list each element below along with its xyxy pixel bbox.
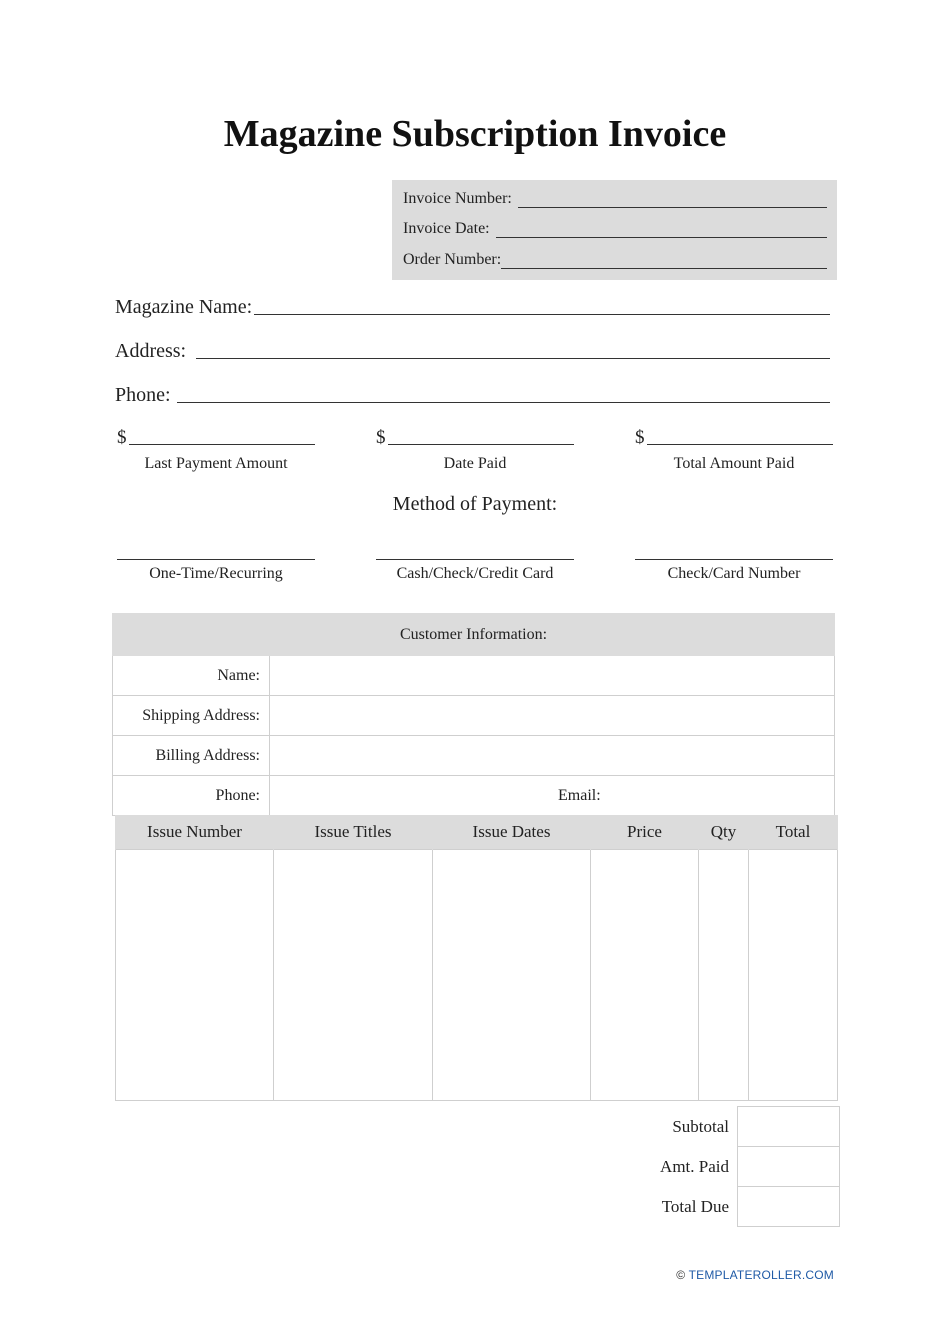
page-title: Magazine Subscription Invoice bbox=[223, 113, 727, 155]
customer-name-field[interactable] bbox=[270, 656, 835, 696]
amt-paid-field[interactable] bbox=[738, 1147, 840, 1187]
last-payment-amount-line bbox=[129, 430, 316, 445]
payment-method-label: Cash/Check/Credit Card bbox=[396, 565, 554, 582]
totals-table bbox=[600, 1106, 840, 1227]
last-payment-amount-field[interactable] bbox=[117, 427, 315, 449]
customer-info-heading: Customer Information: bbox=[113, 614, 835, 656]
total-due-field[interactable] bbox=[738, 1187, 840, 1227]
address-label: Address: bbox=[115, 340, 187, 362]
table-row bbox=[113, 736, 835, 776]
table-row bbox=[600, 1187, 840, 1227]
total-amount-paid-label: Total Amount Paid bbox=[673, 455, 795, 472]
table-row bbox=[113, 776, 835, 816]
table-row bbox=[113, 696, 835, 736]
table-row bbox=[113, 656, 835, 696]
footer-brand-link[interactable]: TEMPLATEROLLER.COM bbox=[688, 1268, 834, 1282]
invoice-number-row bbox=[403, 190, 827, 208]
invoice-date-label: Invoice Date: bbox=[403, 220, 490, 237]
customer-phone-label: Phone: bbox=[113, 776, 270, 816]
billing-address-field[interactable] bbox=[270, 736, 835, 776]
column-header-issue-titles: Issue Titles bbox=[274, 815, 433, 850]
billing-address-label: Billing Address: bbox=[113, 736, 270, 776]
magazine-name-row bbox=[115, 296, 830, 319]
column-header-qty: Qty bbox=[699, 815, 749, 850]
currency-symbol: $ bbox=[117, 427, 127, 448]
column-header-issue-dates: Issue Dates bbox=[433, 815, 591, 850]
payment-type-label: One-Time/Recurring bbox=[149, 565, 283, 582]
magazine-name-label: Magazine Name: bbox=[115, 296, 253, 318]
invoice-date-row bbox=[403, 220, 827, 238]
shipping-address-label: Shipping Address: bbox=[113, 696, 270, 736]
date-paid-label: Date Paid bbox=[443, 455, 507, 472]
phone-row bbox=[115, 384, 830, 407]
total-amount-paid-field[interactable] bbox=[635, 427, 833, 449]
customer-email-label: Email: bbox=[558, 786, 601, 804]
card-number-label: Check/Card Number bbox=[667, 565, 801, 582]
shipping-address-field[interactable] bbox=[270, 696, 835, 736]
address-field[interactable] bbox=[196, 344, 830, 359]
qty-cell[interactable] bbox=[699, 850, 749, 1101]
phone-field[interactable] bbox=[177, 388, 830, 403]
column-header-issue-number: Issue Number bbox=[116, 815, 274, 850]
customer-name-label: Name: bbox=[113, 656, 270, 696]
subtotal-field[interactable] bbox=[738, 1107, 840, 1147]
issue-number-cell[interactable] bbox=[116, 850, 274, 1101]
invoice-date-field[interactable] bbox=[496, 223, 827, 238]
invoice-number-field[interactable] bbox=[518, 193, 827, 208]
footer-credit[interactable] bbox=[676, 1268, 834, 1282]
invoice-number-label: Invoice Number: bbox=[403, 190, 512, 207]
address-row bbox=[115, 340, 830, 363]
column-header-price: Price bbox=[591, 815, 699, 850]
amt-paid-label: Amt. Paid bbox=[660, 1156, 729, 1176]
currency-symbol: $ bbox=[635, 427, 645, 448]
date-paid-field[interactable] bbox=[376, 427, 574, 449]
order-number-field[interactable] bbox=[501, 254, 827, 269]
total-cell[interactable] bbox=[749, 850, 838, 1101]
total-due-label: Total Due bbox=[661, 1196, 729, 1216]
payment-type-field[interactable] bbox=[117, 558, 315, 560]
issue-dates-cell[interactable] bbox=[433, 850, 591, 1101]
price-cell[interactable] bbox=[591, 850, 699, 1101]
date-paid-line bbox=[388, 430, 575, 445]
issue-titles-cell[interactable] bbox=[274, 850, 433, 1101]
currency-symbol: $ bbox=[376, 427, 386, 448]
table-row bbox=[116, 850, 838, 1101]
customer-phone-email-field[interactable] bbox=[270, 776, 835, 816]
card-number-field[interactable] bbox=[635, 558, 833, 560]
phone-label: Phone: bbox=[115, 384, 171, 406]
subtotal-label: Subtotal bbox=[672, 1116, 729, 1136]
table-row bbox=[600, 1147, 840, 1187]
total-amount-paid-line bbox=[647, 430, 834, 445]
magazine-name-field[interactable] bbox=[254, 300, 830, 315]
table-row bbox=[600, 1107, 840, 1147]
column-header-total: Total bbox=[749, 815, 838, 850]
copyright-icon: © bbox=[676, 1268, 686, 1282]
order-number-label: Order Number: bbox=[403, 251, 502, 268]
method-of-payment-heading: Method of Payment: bbox=[392, 493, 558, 515]
payment-method-field[interactable] bbox=[376, 558, 574, 560]
issues-table bbox=[115, 815, 838, 1101]
last-payment-amount-label: Last Payment Amount bbox=[144, 455, 288, 472]
issues-table-header bbox=[116, 815, 838, 850]
customer-info-table bbox=[112, 613, 835, 816]
invoice-info-box bbox=[392, 180, 837, 280]
order-number-row bbox=[403, 251, 827, 269]
